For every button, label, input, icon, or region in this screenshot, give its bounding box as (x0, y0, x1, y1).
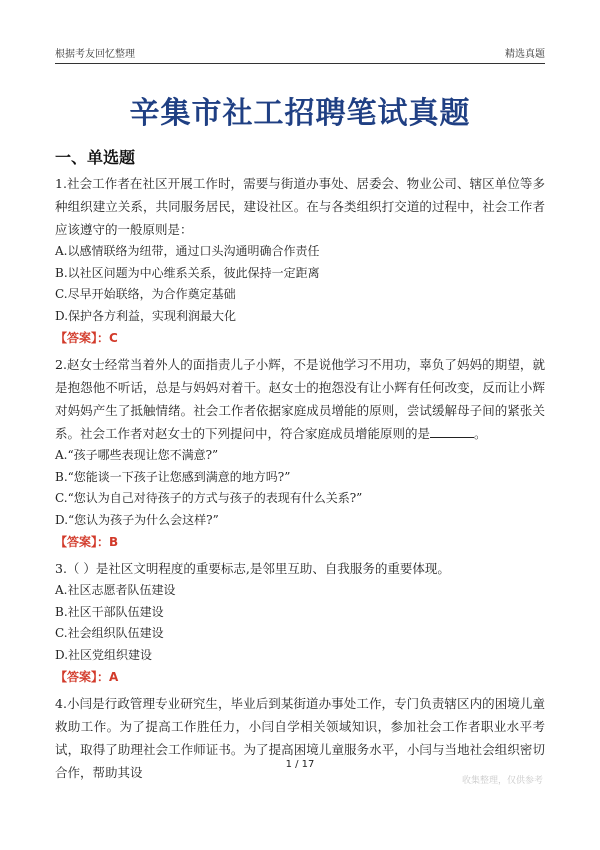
option-b: B.社区干部队伍建设 (55, 604, 164, 619)
option-b: B.“您能谈一下孩子让您感到满意的地方吗?” (55, 469, 291, 484)
option-c: C.“您认为自己对待孩子的方式与孩子的表现有什么关系?” (55, 491, 363, 505)
option-d: D.“您认为孩子为什么会这样?” (55, 512, 219, 527)
option-d: D.社区党组织建设 (55, 647, 153, 662)
option-c: C.社会组织队伍建设 (55, 626, 164, 640)
question-list (55, 172, 545, 784)
question-stem-text: 2.赵女士经常当着外人的面指责儿子小辉，不是说他学习不用功，辜负了妈妈的期望，就是抱怨他不听话，总是与妈妈对着干。赵女士的抱怨没有让小辉有任何改变，反而让小辉对妈妈产生了抵触情绪。社会工作者依据家庭成员增能的原则，尝试缓解母子间的紧张关系。社会工作者对赵女士的下列提问中，符合家庭成员增能原则的是 (55, 357, 545, 441)
header-right-text: 精选真题 (505, 49, 545, 60)
answer-label: 【答案】：C (55, 331, 118, 345)
page-header (55, 40, 545, 64)
answer-label: 【答案】：A (55, 670, 119, 684)
option-d: D.保护各方利益，实现利润最大化 (55, 308, 237, 323)
header-left-text: 根据考友回忆整理 (55, 49, 135, 60)
watermark-text: 收集整理，仅供参考 (462, 776, 544, 786)
answer-label: 【答案】：B (55, 535, 119, 549)
section-heading: 一、单选题 (55, 148, 136, 167)
question-stem: 3.（ ）是社区文明程度的重要标志,是邻里互助、自我服务的重要体现。 (55, 561, 450, 576)
option-a: A.“孩子哪些表现让您不满意?” (55, 448, 219, 462)
answer-blank (430, 425, 474, 438)
option-a: A.以感情联络为纽带，通过口头沟通明确合作责任 (55, 244, 320, 258)
question-stem: 1.社会工作者在社区开展工作时，需要与街道办事处、居委会、物业公司、辖区单位等多种组织建立关系，共同服务居民，建设社区。在与各类组织打交道的过程中，社会工作者应该遵守的一般原则是： (55, 176, 545, 237)
option-c: C.尽早开始联络，为合作奠定基础 (55, 287, 236, 301)
option-b: B.以社区问题为中心维系关系，彼此保持一定距离 (55, 265, 320, 280)
question-stem-end: 。 (474, 426, 487, 441)
page-number: 1 / 17 (285, 759, 315, 770)
option-a: A.社区志愿者队伍建设 (55, 583, 176, 597)
question-stem: 4.小闫是行政管理专业研究生，毕业后到某街道办事处工作，专门负责辖区内的困境儿童救助工作。为了提高工作胜任力，小闫自学相关领域知识，参加社会工作者职业水平考试，取得了助理社会工作师证书。为了提高困境儿童服务水平，小闫与当地社会组织密切合作，帮助其设 (55, 696, 545, 780)
question-stem (55, 353, 545, 445)
page-title: 辛集市社工招聘笔试真题 (129, 96, 471, 131)
